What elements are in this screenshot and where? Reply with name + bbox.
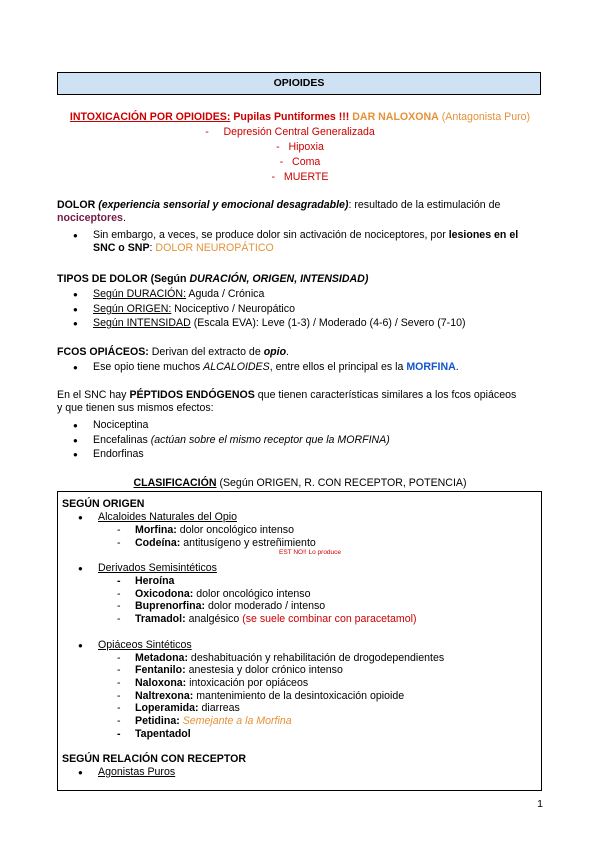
buprenorfina-item: - Buprenorfina: dolor moderado / intenso — [135, 600, 325, 613]
naloxona-item: - Naloxona: intoxicación por opiáceos — [135, 677, 308, 690]
tapentadol-item: - Tapentadol — [135, 728, 191, 741]
page-title: OPIOIDES — [57, 72, 541, 95]
codeina-item: - Codeína: antitusígeno y estreñimiento — [135, 537, 316, 550]
intox-item-2: - Hipoxia — [276, 141, 324, 153]
semisint-heading: ● Derivados Semisintéticos — [98, 562, 217, 575]
fcos-bullet: ● Ese opio tiene muchos ALCALOIDES, entre ellos el principal es la MORFINA. — [93, 361, 459, 374]
tramadol-item: - Tramadol: analgésico (se suele combinar con paracetamol) — [135, 613, 417, 626]
page-number: 1 — [537, 798, 543, 810]
heroina-item: - Heroína — [135, 575, 174, 588]
intox-item-1: - Depresión Central Generalizada — [205, 126, 375, 138]
dolor-bullet: ● Sin embargo, a veces, se produce dolor sin activación de nociceptores, por lesiones en el SNC o SNP: DOLOR NEUROPÁTICO — [93, 229, 542, 255]
naturales-heading: ● Alcaloides Naturales del Opio — [98, 511, 237, 524]
tipos-item-2: ● Según ORIGEN: Nociceptivo / Neuropático — [93, 303, 295, 316]
tipos-item-1: ● Según DURACIÓN: Aguda / Crónica — [93, 288, 264, 301]
intox-item-3: - Coma — [279, 156, 321, 168]
fcos-line: FCOS OPIÁCEOS: Derivan del extracto de opio. — [57, 346, 289, 358]
agonistas-heading: ● Agonistas Puros — [98, 766, 175, 779]
intox-dar: DAR NALOXONA — [352, 111, 439, 123]
snc-item-3: ● Endorfinas — [93, 448, 144, 461]
intox-label: INTOXICACIÓN POR OPIOIDES: — [69, 111, 231, 123]
origen-heading: SEGÚN ORIGEN — [62, 498, 145, 510]
dolor-paragraph: DOLOR (experiencia sensorial y emocional desagradable): resultado de la estimulación de nociceptores. — [57, 199, 501, 224]
est-note: EST NO!! Lo produce — [279, 549, 342, 556]
snc-item-2: ● Encefalinas (actúan sobre el mismo receptor que la MORFINA) — [93, 434, 390, 447]
intox-antagonista: (Antagonista Puro) — [441, 111, 531, 123]
morfina-item: - Morfina: dolor oncológico intenso — [135, 524, 294, 537]
fentanilo-item: - Fentanilo: anestesia y dolor crónico intenso — [135, 664, 343, 677]
tipos-heading: TIPOS DE DOLOR (Según DURACIÓN, ORIGEN, INTENSIDAD) — [57, 273, 369, 285]
intox-pupilas: Pupilas Puntiformes !!! — [233, 111, 350, 123]
sinteticos-heading: ● Opiáceos Sintéticos — [98, 639, 192, 652]
intox-line — [0, 111, 600, 124]
oxicodona-item: - Oxicodona: dolor oncológico intenso — [135, 588, 311, 601]
petidina-item: - Petidina: Semejante a la Morfina — [135, 715, 292, 728]
receptor-heading: SEGÚN RELACIÓN CON RECEPTOR — [62, 753, 247, 765]
naltrexona-item: - Naltrexona: mantenimiento de la desintoxicación opioide — [135, 690, 404, 703]
snc-item-1: ● Nociceptina — [93, 419, 148, 432]
intox-item-4: - MUERTE — [271, 171, 329, 183]
metadona-item: - Metadona: deshabituación y rehabilitación de drogodependientes — [135, 652, 444, 665]
snc-paragraph: En el SNC hay PÉPTIDOS ENDÓGENOS que tienen características similares a los fcos opiáceos y que tienen sus mismos efectos: — [57, 389, 517, 414]
loperamida-item: - Loperamida: diarreas — [135, 702, 240, 715]
tipos-item-3: ● Según INTENSIDAD (Escala EVA): Leve (1-3) / Moderado (4-6) / Severo (7-10) — [93, 317, 466, 330]
clasif-heading: CLASIFICACIÓN (Según ORIGEN, R. CON RECEPTOR, POTENCIA) — [133, 477, 467, 489]
